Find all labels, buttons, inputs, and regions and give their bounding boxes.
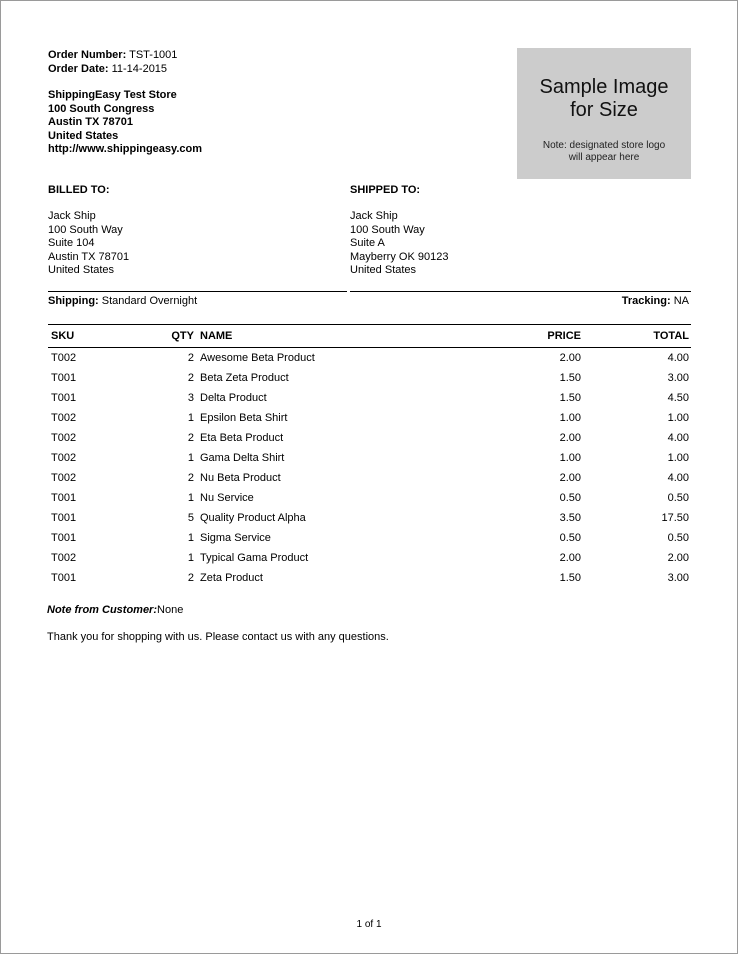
store-country: United States — [48, 129, 119, 142]
table-row — [48, 372, 691, 392]
cell-price: 1.50 — [559, 392, 581, 404]
cell-price: 1.00 — [559, 412, 581, 424]
cell-total: 4.00 — [667, 432, 689, 444]
cell-price: 1.50 — [559, 372, 581, 384]
cell-name: Beta Zeta Product — [200, 372, 289, 384]
tracking-value: NA — [673, 295, 689, 307]
order-number — [48, 48, 177, 62]
cell-price: 2.00 — [559, 352, 581, 364]
header-name: NAME — [200, 330, 233, 342]
store-name: ShippingEasy Test Store — [48, 89, 177, 101]
cell-qty: 5 — [187, 512, 194, 524]
logo-note: Note: designated store logo will appear here — [542, 140, 666, 163]
cell-sku: T001 — [51, 572, 77, 584]
store-url: http://www.shippingeasy.com — [48, 143, 203, 156]
shipping-value: Standard Overnight — [101, 295, 198, 307]
cell-qty: 2 — [187, 432, 194, 444]
page-number: 1 of 1 — [356, 919, 382, 930]
table-row — [48, 452, 691, 472]
table-header-rule — [48, 347, 691, 348]
cell-total: 17.50 — [661, 512, 689, 524]
table-top-rule — [48, 324, 691, 325]
cell-total: 4.50 — [667, 392, 689, 404]
customer-note — [47, 604, 183, 616]
order-date-label: Order Date: — [48, 63, 109, 75]
table-row — [48, 412, 691, 432]
cell-name: Typical Gama Product — [200, 552, 309, 564]
cell-price: 2.00 — [559, 552, 581, 564]
thank-you-message: Thank you for shopping with us. Please contact us with any questions. — [47, 631, 389, 643]
cell-name: Delta Product — [200, 392, 267, 404]
billed-to-title: BILLED TO: — [48, 184, 110, 196]
table-row — [48, 512, 691, 532]
tracking-label: Tracking: — [621, 295, 671, 307]
header-total: TOTAL — [653, 330, 689, 342]
cell-qty: 1 — [187, 452, 194, 464]
cell-sku: T001 — [51, 512, 77, 524]
cell-sku: T002 — [51, 412, 77, 424]
cell-name: Nu Service — [200, 492, 254, 504]
store-city: Austin TX 78701 — [48, 116, 133, 129]
divider-left — [48, 291, 347, 292]
billed-to-address: Jack Ship 100 South Way Suite 104 Austin TX 78701 United States — [48, 210, 130, 277]
cell-name: Nu Beta Product — [200, 472, 281, 484]
order-number-label: Order Number: — [48, 49, 127, 61]
cell-qty: 1 — [187, 492, 194, 504]
cell-sku: T002 — [51, 452, 77, 464]
cell-total: 1.00 — [667, 452, 689, 464]
cell-name: Sigma Service — [200, 532, 271, 544]
cell-price: 2.00 — [559, 432, 581, 444]
cell-name: Gama Delta Shirt — [200, 452, 285, 464]
tracking — [622, 294, 689, 308]
cell-name: Epsilon Beta Shirt — [200, 412, 288, 424]
shipping-label: Shipping: — [48, 295, 99, 307]
cell-name: Eta Beta Product — [200, 432, 284, 444]
table-row — [48, 572, 691, 592]
table-row — [48, 432, 691, 452]
cell-name: Awesome Beta Product — [200, 352, 315, 364]
cell-sku: T002 — [51, 432, 77, 444]
header-price: PRICE — [547, 330, 581, 342]
cell-total: 4.00 — [667, 352, 689, 364]
cell-total: 2.00 — [667, 552, 689, 564]
shipping-method — [48, 294, 197, 308]
cell-qty: 2 — [187, 472, 194, 484]
order-number-value: TST-1001 — [129, 49, 178, 61]
cell-price: 3.50 — [559, 512, 581, 524]
table-row — [48, 532, 691, 552]
cell-qty: 1 — [187, 552, 194, 564]
cell-price: 1.50 — [559, 572, 581, 584]
cell-total: 3.00 — [667, 372, 689, 384]
cell-sku: T001 — [51, 492, 77, 504]
cell-total: 3.00 — [667, 572, 689, 584]
order-date-value: 11-14-2015 — [111, 63, 168, 75]
table-row — [48, 472, 691, 492]
cell-price: 0.50 — [559, 492, 581, 504]
cell-qty: 1 — [187, 532, 194, 544]
shipped-to-title: SHIPPED TO: — [350, 184, 421, 196]
cell-sku: T002 — [51, 352, 77, 364]
cell-qty: 2 — [187, 572, 194, 584]
customer-note-label: Note from Customer: — [47, 604, 158, 616]
header-qty: QTY — [171, 330, 194, 342]
cell-qty: 3 — [187, 392, 194, 404]
cell-sku: T001 — [51, 392, 77, 404]
store-block — [48, 89, 202, 157]
table-row — [48, 552, 691, 572]
logo-title: Sample Image for Size — [539, 76, 669, 121]
order-date — [48, 62, 167, 76]
cell-qty: 2 — [187, 352, 194, 364]
table-row — [48, 492, 691, 512]
cell-sku: T001 — [51, 532, 77, 544]
cell-name: Zeta Product — [200, 572, 263, 584]
shipped-to-address: Jack Ship 100 South Way Suite A Mayberry OK 90123 United States — [350, 210, 449, 277]
store-street: 100 South Congress — [48, 102, 155, 115]
customer-note-value: None — [157, 604, 184, 616]
cell-total: 0.50 — [667, 532, 689, 544]
table-row — [48, 392, 691, 412]
cell-price: 0.50 — [559, 532, 581, 544]
cell-total: 4.00 — [667, 472, 689, 484]
cell-total: 0.50 — [667, 492, 689, 504]
cell-qty: 1 — [187, 412, 194, 424]
header-sku: SKU — [51, 330, 75, 342]
divider-right — [350, 291, 691, 292]
cell-sku: T002 — [51, 552, 77, 564]
cell-name: Quality Product Alpha — [200, 512, 306, 524]
cell-qty: 2 — [187, 372, 194, 384]
cell-sku: T001 — [51, 372, 77, 384]
cell-price: 2.00 — [559, 472, 581, 484]
cell-total: 1.00 — [667, 412, 689, 424]
table-row — [48, 352, 691, 372]
store-logo-placeholder — [517, 48, 691, 179]
cell-price: 1.00 — [559, 452, 581, 464]
cell-sku: T002 — [51, 472, 77, 484]
